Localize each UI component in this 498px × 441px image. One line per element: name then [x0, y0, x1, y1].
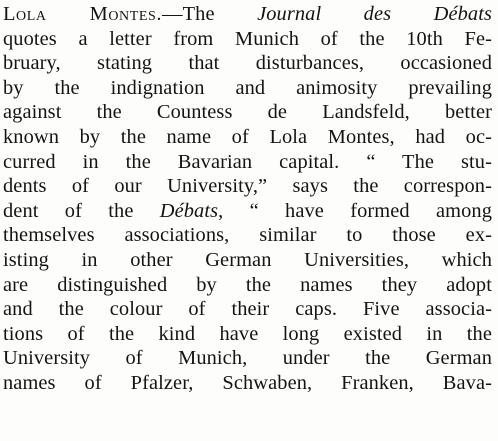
article-line-7: curred in the Bavarian capital. “ The stu- [3, 150, 492, 173]
article-line-9-post: , “ have formed among [218, 199, 492, 222]
journal-title: Journal des Débats [257, 3, 492, 25]
article-line-4: by the indignation and animosity prevailing [3, 76, 492, 99]
article-line-2: quotes a letter from Munich of the 10th Fe- [3, 27, 492, 50]
article-line-10: themselves associations, similar to those ex- [3, 224, 492, 247]
article-line-8: dents of our University,” says the correspon- [3, 175, 492, 198]
article-line-12: are distinguished by the names they adopt [3, 273, 492, 296]
debats-title: Débats [159, 199, 219, 222]
article-line-16: names of Pfalzer, Schwaben, Franken, Bava- [3, 371, 492, 394]
article-line-1 [3, 2, 492, 27]
article-line-15: University of Munich, under the German [3, 347, 492, 370]
article-heading-name: Lola Montes. [3, 3, 163, 25]
article-line-11: isting in other German Universities, which [3, 248, 492, 271]
article-heading-dash: —The [162, 3, 258, 25]
article-line-9 [3, 199, 492, 224]
article-line-9-pre: dent of the [3, 199, 160, 222]
article-line-3: bruary, stating that disturbances, occasioned [3, 52, 492, 75]
article-line-14: tions of the kind have long existed in the [3, 322, 492, 345]
article-line-13: and the colour of their caps. Five associa- [3, 298, 492, 321]
article-line-5: against the Countess de Landsfeld, better [3, 101, 492, 124]
article-line-6: known by the name of Lola Montes, had oc- [3, 125, 492, 148]
